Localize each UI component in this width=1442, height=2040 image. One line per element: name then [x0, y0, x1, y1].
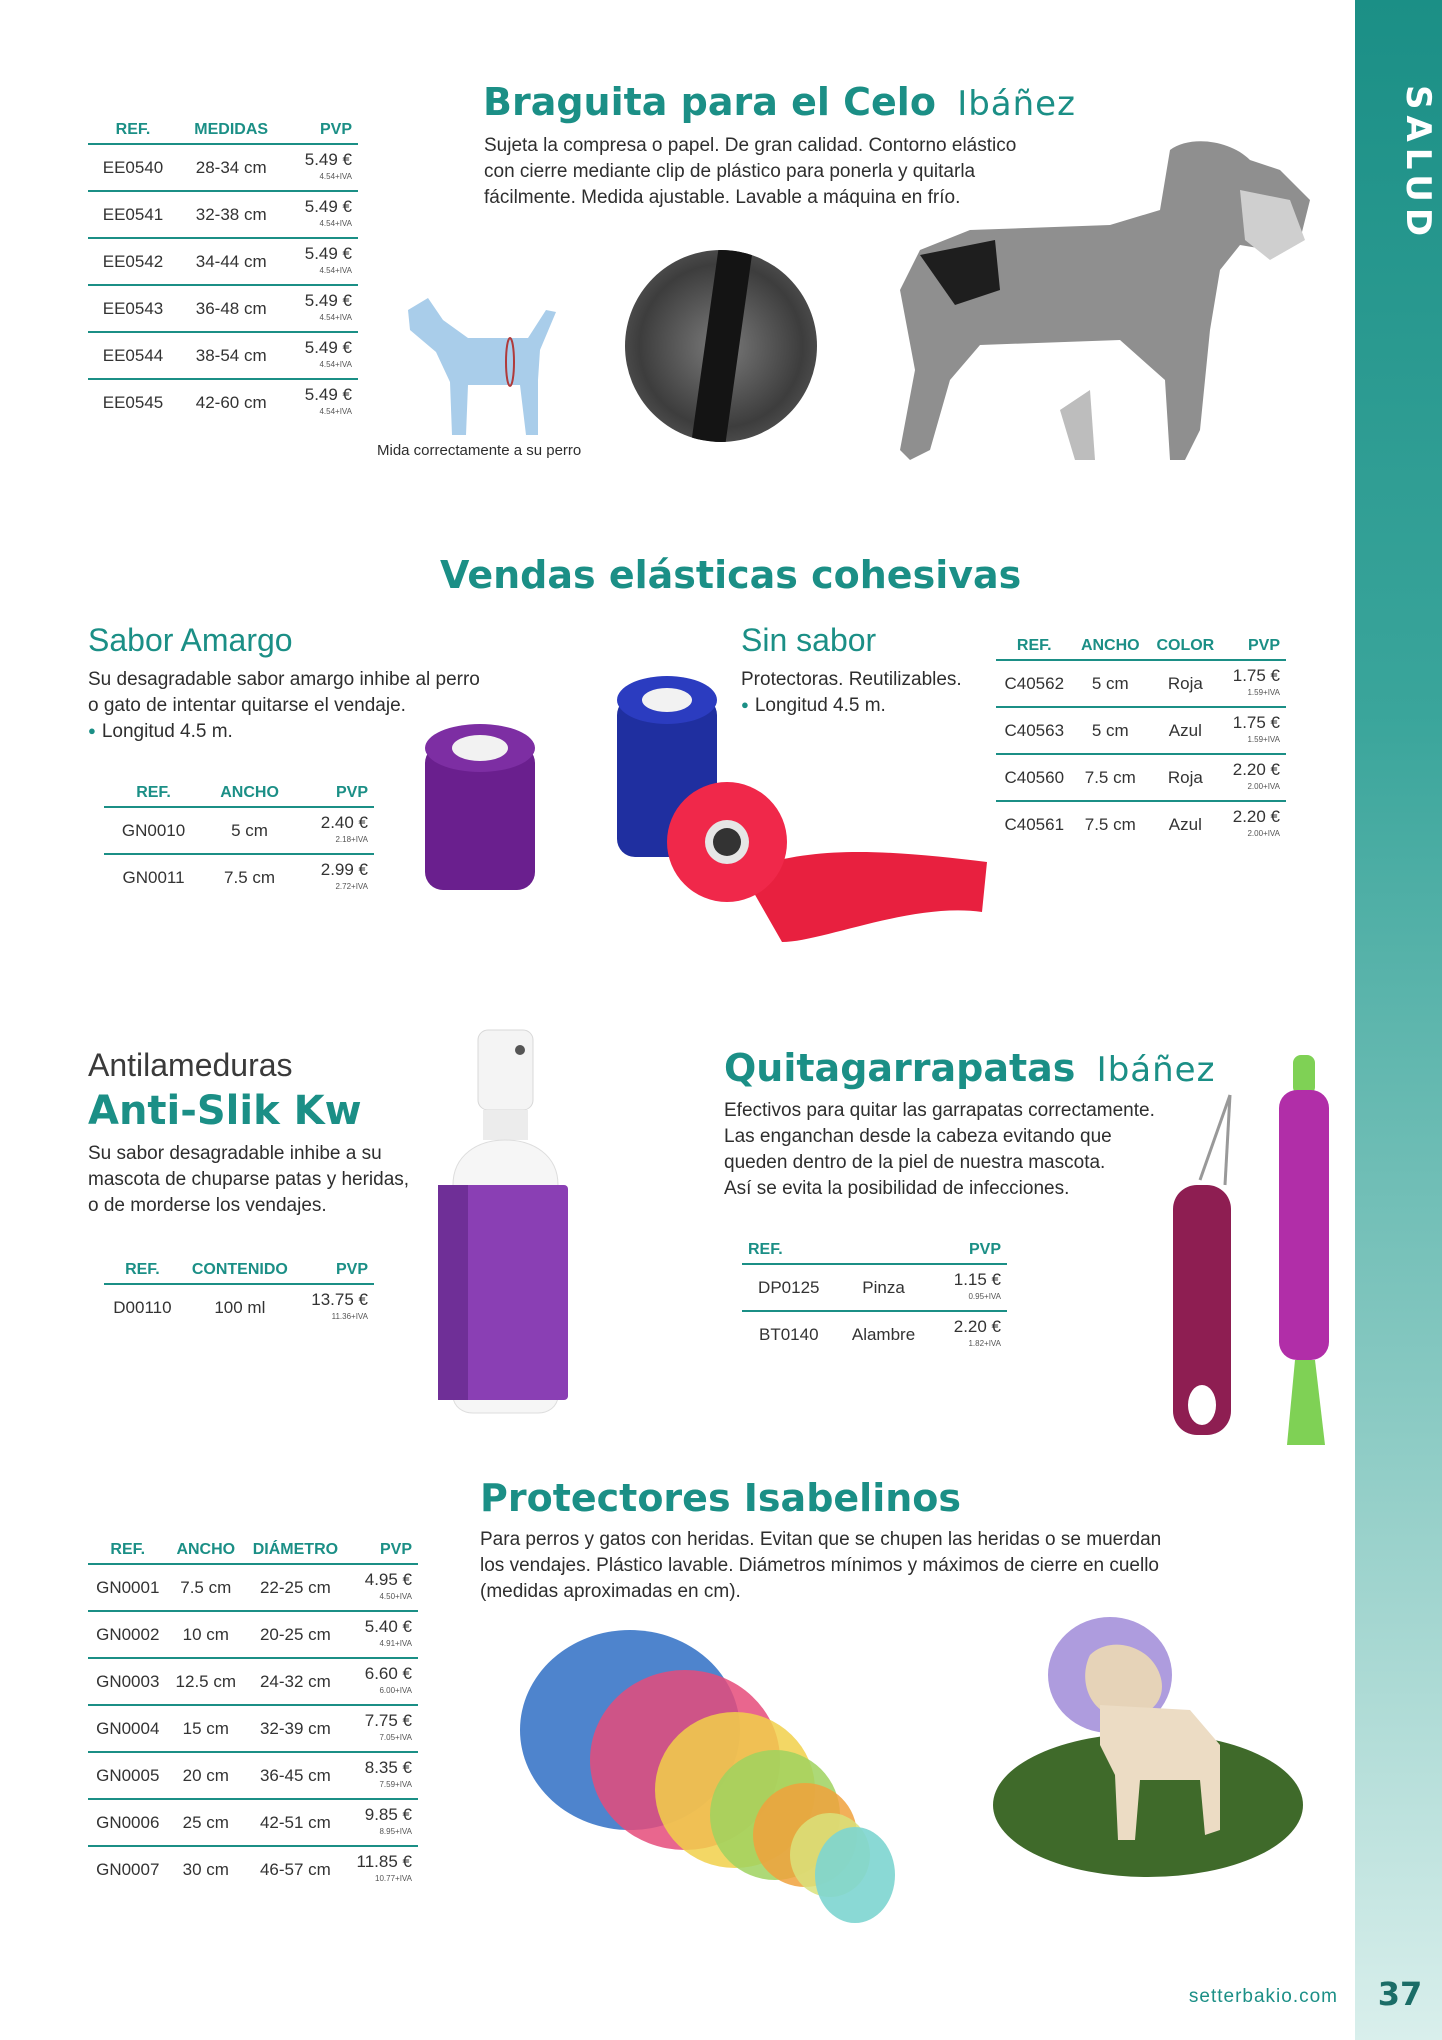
table-cell: EE0541: [88, 191, 178, 238]
braguita-title-text: Braguita para el Celo: [483, 80, 936, 124]
schnauzer-photo: [860, 130, 1320, 470]
table-cell: [347, 1658, 418, 1705]
braguita-table: [88, 117, 358, 426]
price-net-iva: 10.77+IVA: [375, 1874, 412, 1883]
table-cell: GN0002: [88, 1611, 168, 1658]
table-cell: 12.5 cm: [168, 1658, 245, 1705]
antislik-description: [88, 1141, 409, 1219]
desc-line: Su desagradable sabor amargo inhibe al perro: [88, 669, 480, 690]
price-value: 8.35 €: [364, 1757, 412, 1777]
table-cell: 42-51 cm: [244, 1799, 347, 1846]
table-cell: Roja: [1148, 660, 1223, 707]
table-cell: 5 cm: [1073, 660, 1149, 707]
desc-line: Protectoras. Reutilizables.: [741, 669, 962, 690]
col-ancho: ANCHO: [203, 780, 296, 807]
table-cell: [284, 238, 358, 285]
col-ancho: ANCHO: [1073, 633, 1149, 660]
table-cell: 100 ml: [214, 1298, 266, 1317]
price-value: 1.75 €: [1232, 712, 1280, 732]
price-value: 5.49 €: [304, 290, 352, 310]
price-net-iva: 6.00+IVA: [379, 1685, 412, 1695]
table-cell: [1223, 801, 1286, 848]
price-net-iva: 2.00+IVA: [1247, 781, 1280, 791]
table-row: [88, 1564, 418, 1611]
price-net-iva: 1.59+IVA: [1247, 734, 1280, 744]
col-pvp: PVP: [299, 1257, 374, 1284]
price-value: 5.49 €: [304, 149, 352, 169]
sin-sabor-table: [996, 633, 1286, 848]
price-net-iva: 7.05+IVA: [379, 1732, 412, 1742]
table-cell: [284, 285, 358, 332]
bullet-item: ● Longitud 4.5 m.: [741, 693, 962, 720]
price-value: 2.20 €: [953, 1317, 1001, 1336]
table-cell: 10 cm: [168, 1611, 245, 1658]
table-row: [88, 379, 358, 426]
col-tipo: [836, 1237, 932, 1264]
col-ancho: ANCHO: [168, 1537, 245, 1564]
table-cell: GN0007: [96, 1860, 160, 1879]
table-cell: 28-34 cm: [178, 144, 284, 191]
price-value: 5.49 €: [304, 243, 352, 263]
quitagarrapatas-table: [742, 1237, 1007, 1358]
table-cell: EE0544: [88, 332, 178, 379]
table-cell: [1223, 707, 1286, 754]
table-row: [88, 1752, 418, 1799]
table-cell: Roja: [1148, 754, 1223, 801]
table-cell: C40561: [1004, 815, 1065, 834]
table-row: [104, 807, 374, 854]
price-value: 13.75 €: [311, 1290, 368, 1309]
price-value: 1.75 €: [1232, 665, 1280, 685]
desc-line: queden dentro de la piel de nuestra mascota.: [724, 1152, 1106, 1173]
table-cell: 36-45 cm: [244, 1752, 347, 1799]
table-row: [88, 1705, 418, 1752]
table-cell: EE0540: [88, 144, 178, 191]
price-net-iva: 4.54+IVA: [319, 265, 352, 275]
desc-line: con cierre mediante clip de plástico para ponerla y quitarla: [484, 161, 976, 182]
table-cell: [296, 854, 374, 901]
table-cell: 32-38 cm: [178, 191, 284, 238]
table-row: [88, 1846, 418, 1893]
price-value: 4.95 €: [364, 1569, 412, 1589]
table-row: [104, 1284, 374, 1331]
price-value: 11.85 €: [356, 1852, 412, 1871]
price-value: 5.49 €: [304, 196, 352, 216]
table-cell: 7.5 cm: [168, 1564, 245, 1611]
table-cell: EE0543: [88, 285, 178, 332]
price-net-iva: 4.54+IVA: [319, 359, 352, 369]
table-cell: [284, 191, 358, 238]
desc-line: los vendajes. Plástico lavable. Diámetros mínimos y máximos de cierre en cuello: [480, 1555, 1159, 1576]
desc-line: Efectivos para quitar las garrapatas correctamente.: [724, 1100, 1155, 1121]
table-cell: Pinza: [836, 1264, 932, 1311]
vendas-title: Vendas elásticas cohesivas: [440, 553, 1022, 597]
antislik-table: [104, 1257, 374, 1331]
price-net-iva: 4.54+IVA: [319, 171, 352, 181]
table-row: [88, 1799, 418, 1846]
table-cell: [931, 1311, 1007, 1358]
col-ref: REF.: [88, 117, 178, 144]
table-row: [88, 1658, 418, 1705]
table-cell: [347, 1705, 418, 1752]
tick-remover-photo: [1165, 1050, 1335, 1450]
table-cell: 38-54 cm: [178, 332, 284, 379]
price-net-iva: 2.18+IVA: [335, 834, 368, 844]
price-net-iva: 2.72+IVA: [335, 882, 368, 891]
purple-bandage-photo: [420, 720, 540, 910]
table-cell: 24-32 cm: [244, 1658, 347, 1705]
table-cell: GN0001: [88, 1564, 168, 1611]
table-cell: Azul: [1168, 815, 1202, 834]
price-value: 1.15 €: [953, 1269, 1001, 1289]
spray-bottle-photo: [438, 1025, 573, 1415]
isabelino-collars-photo: [520, 1620, 960, 1940]
table-cell: [347, 1611, 418, 1658]
table-cell: GN0010: [104, 807, 203, 854]
desc-line: mascota de chuparse patas y heridas,: [88, 1169, 410, 1190]
sabor-amargo-subtitle: Sabor Amargo: [88, 622, 293, 658]
table-cell: 25 cm: [168, 1799, 245, 1846]
table-cell: BT0140: [759, 1325, 819, 1344]
price-net-iva: 4.54+IVA: [319, 407, 352, 416]
table-cell: [296, 807, 374, 854]
table-row: [88, 144, 358, 191]
table-cell: [284, 379, 358, 426]
table-cell: 32-39 cm: [244, 1705, 347, 1752]
table-cell: C40563: [996, 707, 1073, 754]
price-value: 7.75 €: [364, 1710, 412, 1730]
price-net-iva: 11.36+IVA: [331, 1312, 368, 1321]
col-ref: REF.: [742, 1237, 836, 1264]
table-cell: 36-48 cm: [178, 285, 284, 332]
table-row: [88, 1611, 418, 1658]
table-cell: [1223, 754, 1286, 801]
table-row: [742, 1311, 1007, 1358]
col-diametro: DIÁMETRO: [244, 1537, 347, 1564]
table-cell: [347, 1564, 418, 1611]
table-cell: GN0004: [88, 1705, 168, 1752]
price-net-iva: 1.59+IVA: [1247, 687, 1280, 697]
dog-measure-diagram: [388, 290, 568, 440]
table-cell: 22-25 cm: [244, 1564, 347, 1611]
table-cell: EE0542: [88, 238, 178, 285]
table-cell: C40560: [996, 754, 1073, 801]
desc-line: (medidas aproximadas en cm).: [480, 1581, 741, 1602]
col-ref: REF.: [104, 780, 203, 807]
quitagarrapatas-title: [724, 1046, 1215, 1090]
table-cell: 7.5 cm: [1084, 815, 1136, 834]
desc-line: Sujeta la compresa o papel. De gran calidad. Contorno elástico: [484, 135, 1017, 156]
table-cell: GN0011: [122, 868, 185, 887]
price-net-iva: 8.95+IVA: [379, 1826, 412, 1836]
price-value: 6.60 €: [364, 1663, 412, 1683]
price-net-iva: 2.00+IVA: [1247, 829, 1280, 838]
price-net-iva: 4.50+IVA: [379, 1591, 412, 1601]
col-ref: REF.: [88, 1537, 168, 1564]
blue-red-bandage-photo: [612, 672, 992, 952]
price-value: 9.85 €: [364, 1804, 412, 1824]
quitagarrapatas-description: [724, 1098, 1155, 1202]
table-row: [996, 801, 1286, 848]
table-cell: 7.5 cm: [224, 868, 276, 887]
antislik-subtitle: Antilameduras: [88, 1047, 293, 1083]
col-pvp: PVP: [347, 1537, 418, 1564]
table-cell: GN0003: [88, 1658, 168, 1705]
table-cell: 20-25 cm: [244, 1611, 347, 1658]
price-value: 2.40 €: [320, 812, 368, 832]
table-cell: 5 cm: [1073, 707, 1149, 754]
bulldog-collar-photo: [990, 1615, 1305, 1880]
table-cell: 46-57 cm: [259, 1860, 331, 1879]
section-label: SALUD: [1398, 85, 1438, 243]
table-cell: EE0545: [102, 393, 164, 412]
col-ref: REF.: [996, 633, 1073, 660]
table-cell: 5 cm: [203, 807, 296, 854]
isabelinos-title: Protectores Isabelinos: [480, 1476, 961, 1520]
price-value: 2.99 €: [320, 860, 368, 879]
table-cell: [347, 1752, 418, 1799]
desc-line: Su sabor desagradable inhibe a su: [88, 1143, 382, 1164]
table-cell: 42-60 cm: [195, 393, 267, 412]
sabor-amargo-table: [104, 780, 374, 901]
desc-line: Las enganchan desde la cabeza evitando que: [724, 1126, 1112, 1147]
isabelinos-table: [88, 1537, 418, 1893]
table-cell: 30 cm: [182, 1860, 229, 1879]
col-pvp: PVP: [284, 117, 358, 144]
desc-line: fácilmente. Medida ajustable. Lavable a máquina en frío.: [484, 187, 961, 208]
clip-closeup-photo: [625, 250, 817, 442]
price-value: 2.20 €: [1232, 759, 1280, 779]
desc-line: o de morderse los vendajes.: [88, 1195, 327, 1216]
measure-caption: Mida correctamente a su perro: [377, 442, 582, 459]
table-cell: [347, 1846, 418, 1893]
antislik-title: Anti-Slik Kw: [88, 1088, 362, 1134]
table-row: [996, 660, 1286, 707]
table-row: [742, 1264, 1007, 1311]
table-cell: [299, 1284, 374, 1331]
table-row: [996, 707, 1286, 754]
ibanez-logo: Ibáñez: [1096, 1050, 1216, 1090]
price-net-iva: 1.82+IVA: [968, 1339, 1001, 1348]
price-value: 5.49 €: [304, 385, 352, 404]
table-cell: [347, 1799, 418, 1846]
table-cell: GN0005: [88, 1752, 168, 1799]
table-cell: [931, 1264, 1007, 1311]
table-cell: [284, 332, 358, 379]
table-cell: GN0006: [88, 1799, 168, 1846]
table-cell: 15 cm: [168, 1705, 245, 1752]
price-net-iva: 4.54+IVA: [319, 218, 352, 228]
price-net-iva: 4.54+IVA: [319, 312, 352, 322]
table-cell: C40562: [996, 660, 1073, 707]
price-net-iva: 7.59+IVA: [379, 1779, 412, 1789]
col-pvp: PVP: [296, 780, 374, 807]
table-cell: [284, 144, 358, 191]
table-row: [88, 238, 358, 285]
table-row: [996, 754, 1286, 801]
table-cell: [1223, 660, 1286, 707]
table-row: [104, 854, 374, 901]
col-contenido: CONTENIDO: [181, 1257, 299, 1284]
table-cell: 20 cm: [168, 1752, 245, 1799]
sin-sabor-subtitle: Sin sabor: [741, 622, 877, 658]
braguita-title: [483, 80, 1076, 124]
col-medidas: MEDIDAS: [178, 117, 284, 144]
price-value: 5.49 €: [304, 337, 352, 357]
isabelinos-description: [480, 1527, 1161, 1605]
ibanez-logo: Ibáñez: [957, 84, 1076, 124]
table-cell: Azul: [1148, 707, 1223, 754]
desc-line: Así se evita la posibilidad de infecciones.: [724, 1178, 1070, 1199]
table-row: [88, 285, 358, 332]
site-url[interactable]: setterbakio.com: [1188, 1986, 1338, 2007]
table-cell: 7.5 cm: [1073, 754, 1149, 801]
price-net-iva: 0.95+IVA: [968, 1291, 1001, 1301]
table-row: [88, 191, 358, 238]
price-value: 2.20 €: [1232, 807, 1280, 826]
price-value: 5.40 €: [364, 1616, 412, 1636]
quitagarrapatas-title-text: Quitagarrapatas: [724, 1046, 1076, 1090]
col-ref: REF.: [104, 1257, 181, 1284]
table-cell: DP0125: [742, 1264, 836, 1311]
col-pvp: PVP: [1223, 633, 1286, 660]
section-sidebar: [1355, 0, 1442, 2040]
col-color: COLOR: [1148, 633, 1223, 660]
table-row: [88, 332, 358, 379]
table-cell: 34-44 cm: [178, 238, 284, 285]
price-net-iva: 4.91+IVA: [379, 1638, 412, 1648]
page-number: 37: [1377, 1975, 1423, 2013]
table-cell: D00110: [113, 1298, 172, 1317]
bullet-item: ● Longitud 4.5 m.: [88, 719, 480, 746]
desc-line: Para perros y gatos con heridas. Evitan que se chupen las heridas o se muerdan: [480, 1529, 1162, 1550]
col-pvp: PVP: [931, 1237, 1007, 1264]
table-cell: Alambre: [851, 1325, 916, 1344]
desc-line: o gato de intentar quitarse el vendaje.: [88, 695, 406, 716]
